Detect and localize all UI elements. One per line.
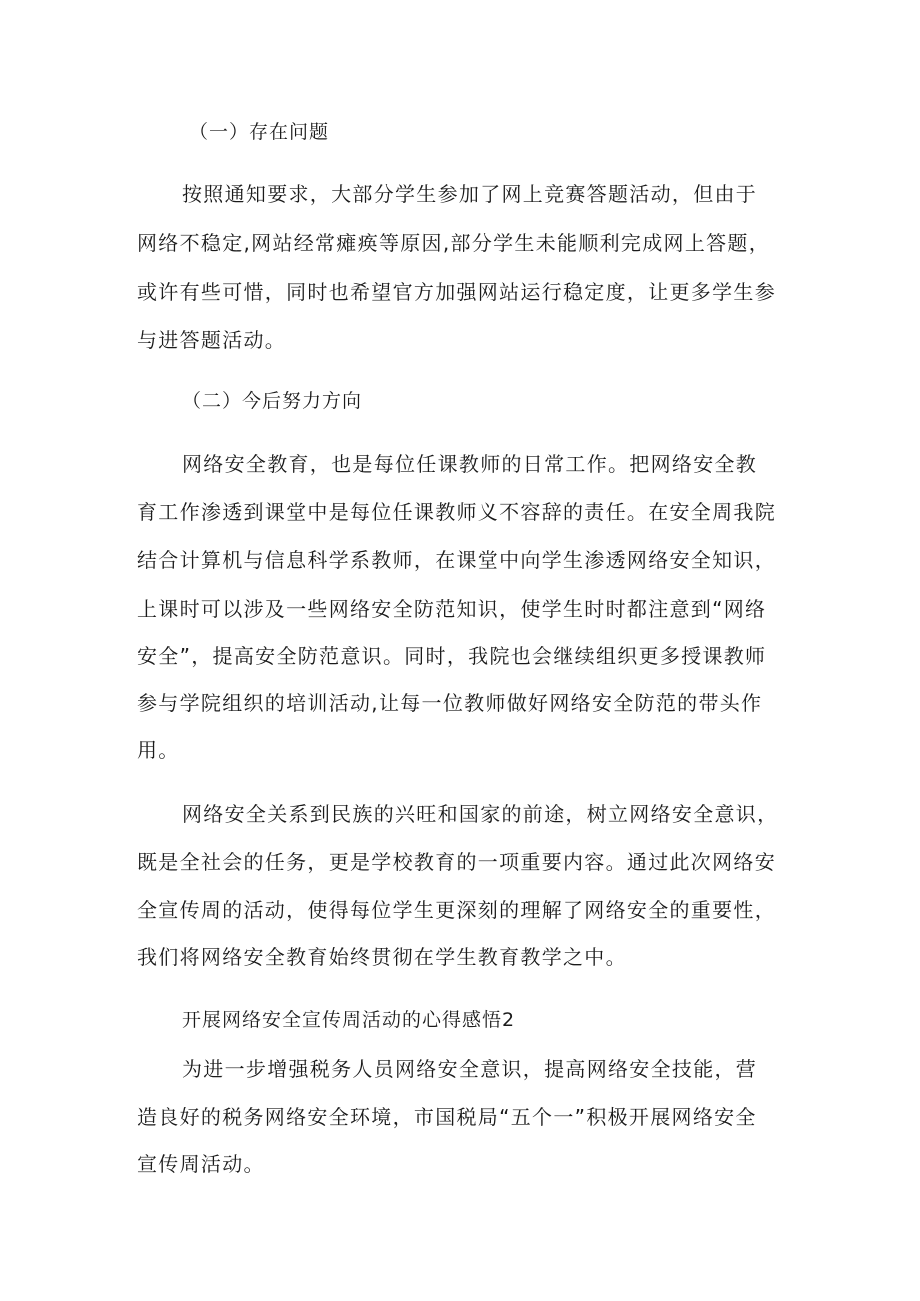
text-line: 全宣传周的活动，使得每位学生更深刻的理解了网络安全的重要性， (137, 898, 776, 922)
text-line: 结合计算机与信息科学系教师，在课堂中向学生渗透网络安全知识， (137, 548, 776, 572)
text-line: 用。 (137, 738, 180, 762)
text-line: 为进一步增强税务人员网络安全意识，提高网络安全技能，营 (182, 1057, 758, 1081)
text-line: 网络安全教育，也是每位任课教师的日常工作。把网络安全教 (182, 452, 758, 476)
text-line: 安全”，提高安全防范意识。同时，我院也会继续组织更多授课教师 (137, 644, 767, 668)
text-line: 参与学院组织的培训活动,让每一位教师做好网络安全防范的带头作 (137, 691, 763, 715)
section-heading-problems: （一）存在问题 (189, 121, 330, 143)
text-line: 我们将网络安全教育始终贯彻在学生教育教学之中。 (137, 945, 627, 969)
text-line: 育工作渗透到课堂中是每位任课教师义不容辞的责任。在安全周我院 (137, 500, 776, 524)
text-line: 与进答题活动。 (137, 328, 287, 352)
article-title: 开展网络安全宣传周活动的心得感悟2 (182, 1009, 516, 1031)
text-line: 或许有些可惜，同时也希望官方加强网站运行稳定度，让更多学生参 (137, 280, 776, 304)
text-line: 宣传周活动。 (137, 1152, 265, 1176)
text-line: 网络安全关系到民族的兴旺和国家的前途，树立网络安全意识， (182, 802, 779, 826)
text-line: 既是全社会的任务，更是学校教育的一项重要内容。通过此次网络安 (137, 850, 776, 874)
section-heading-future-direction: （二）今后努力方向 (182, 390, 363, 412)
text-line: 上课时可以涉及一些网络安全防范知识，使学生时时都注意到“网络 (137, 597, 767, 621)
text-line: 造良好的税务网络安全环境，市国税局“五个一”积极开展网络安全 (137, 1105, 757, 1129)
text-line: 按照通知要求，大部分学生参加了网上竞赛答题活动，但由于 (182, 182, 758, 206)
text-line: 网络不稳定,网站经常瘫痪等原因,部分学生未能顺利完成网上答题， (137, 231, 771, 255)
